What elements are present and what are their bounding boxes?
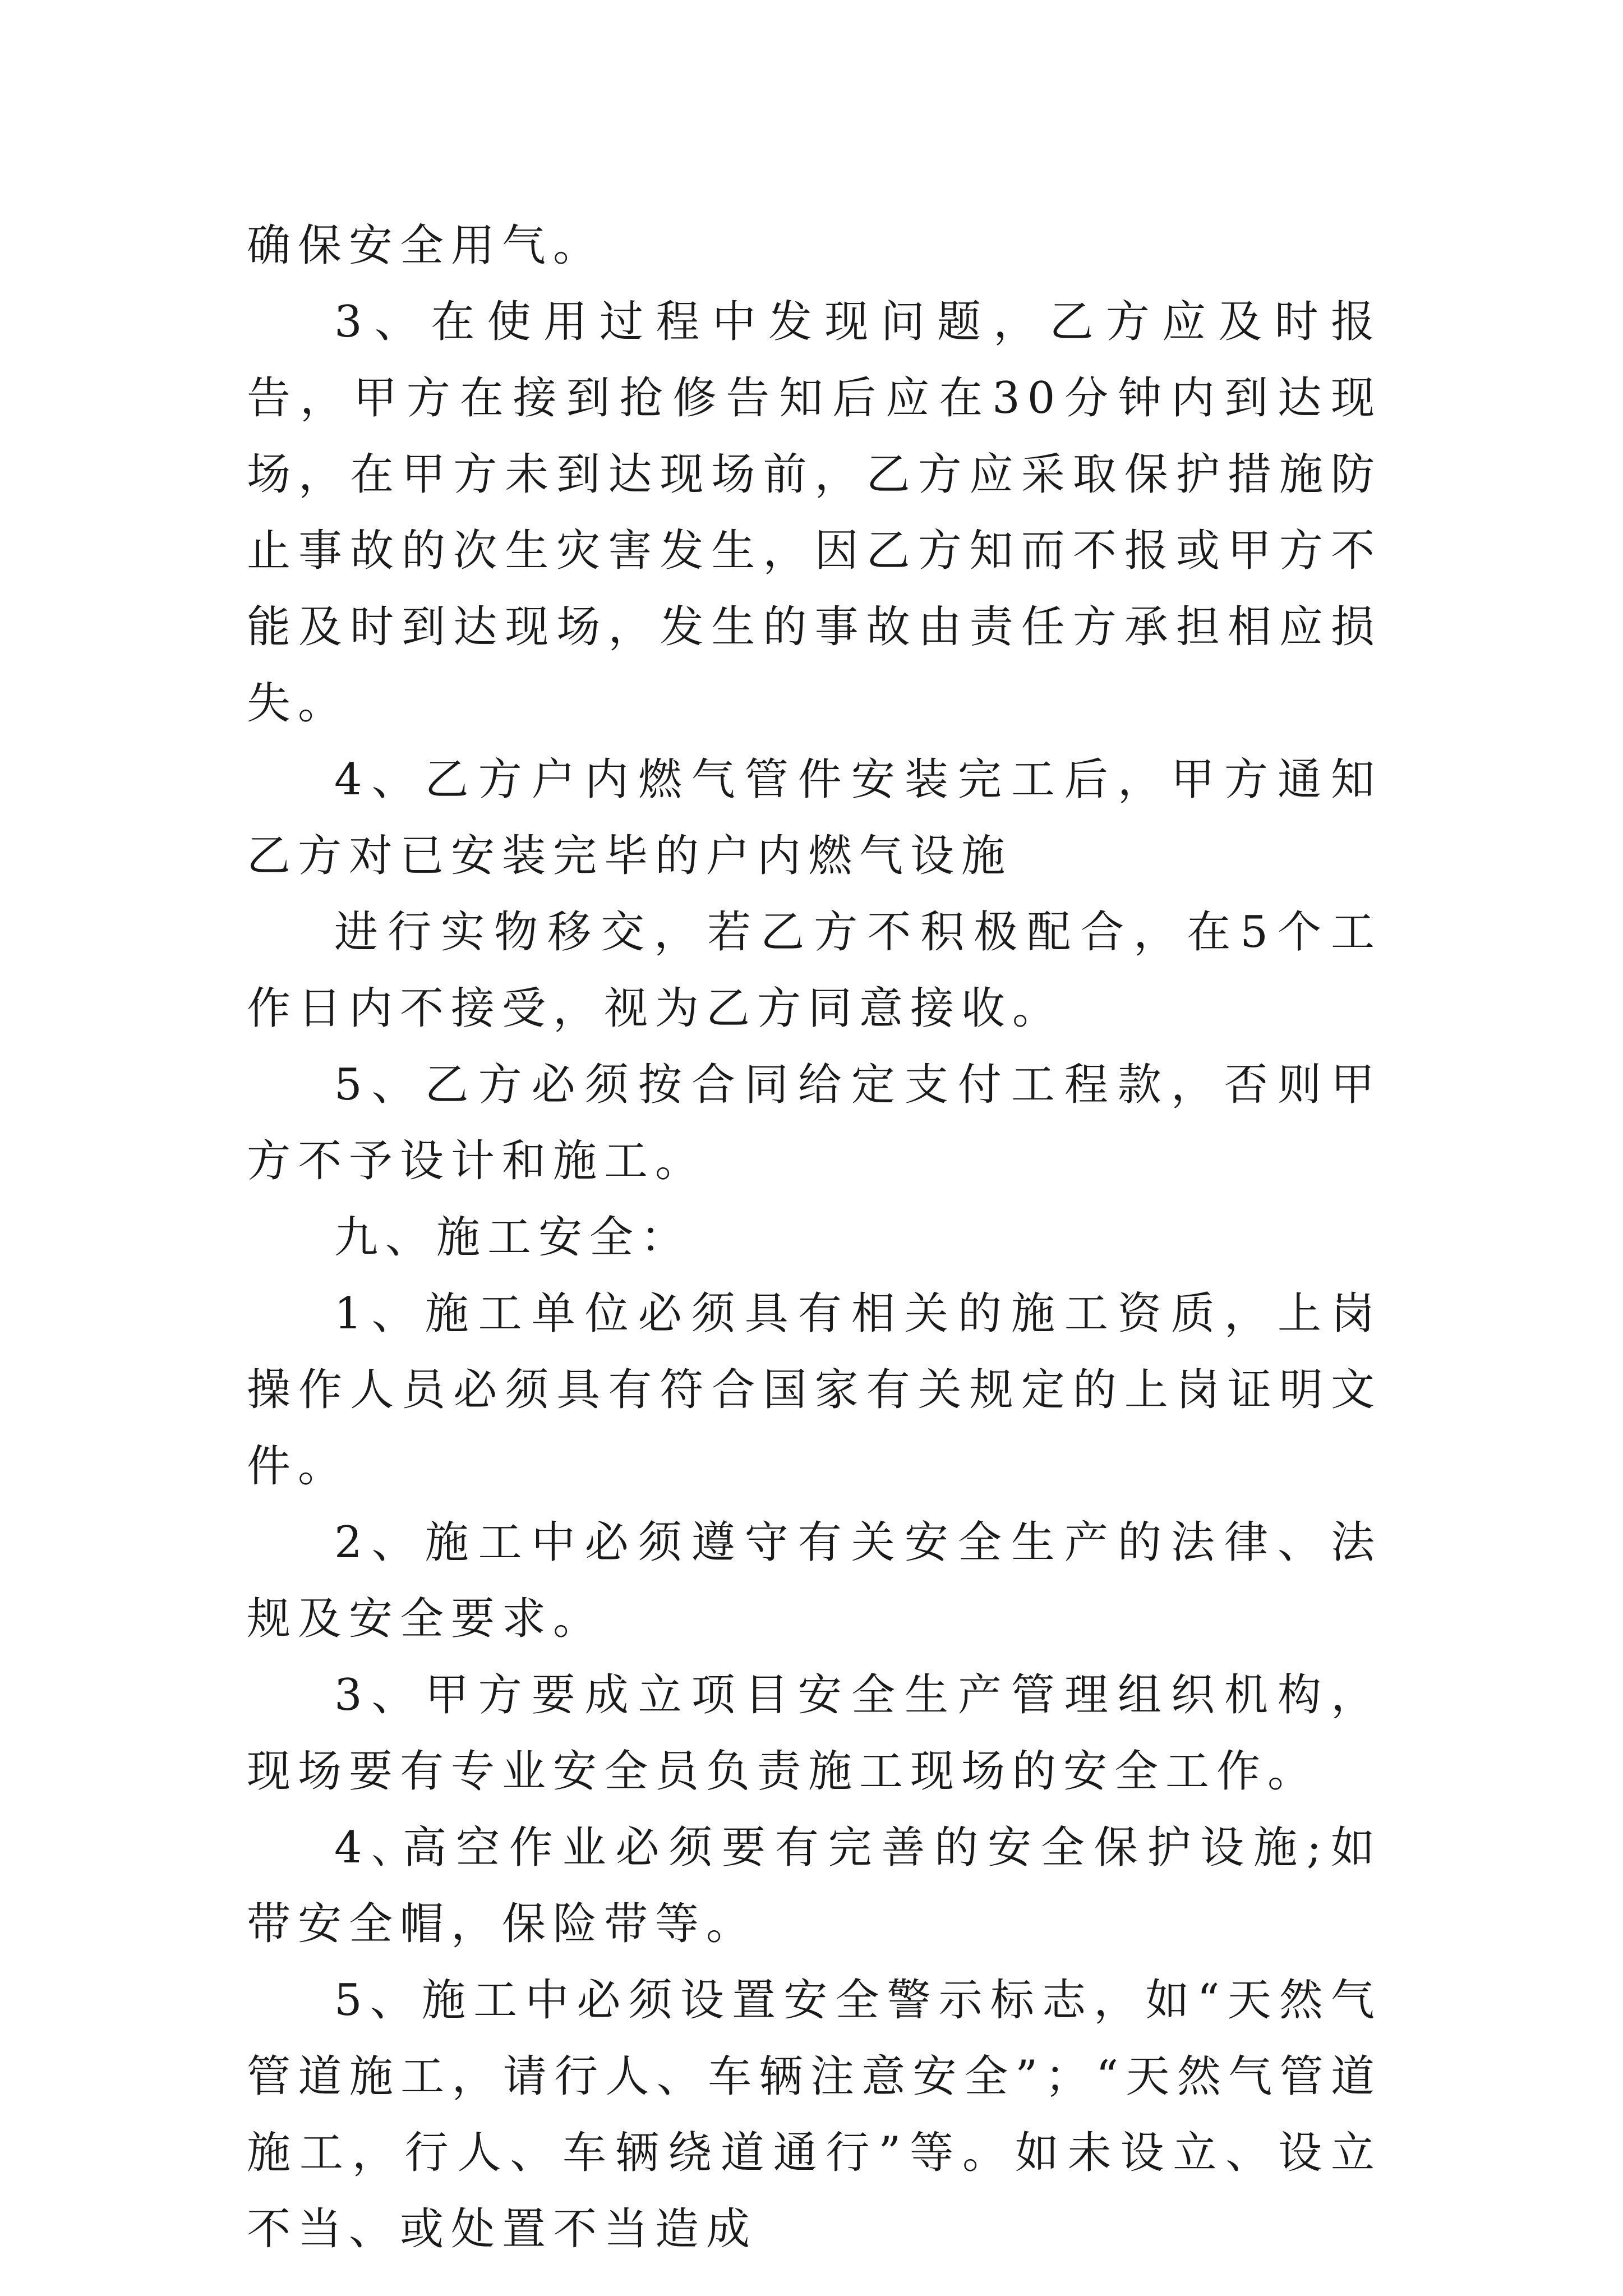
section-heading-construction-safety: 九、施工安全： [334,1212,692,1263]
paragraph-handover: 进行实物移交，若乙方不积极配合，在5个工作日内不接受，视为乙方同意接收。 [247,907,1382,1034]
paragraph-safety-4: 4､高空作业必须要有完善的安全保护设施;如带安全帽，保险带等。 [247,1823,1382,1949]
paragraph-continuation: 确保安全用气。 [247,220,605,271]
paragraph-item-4-installation: 4、乙方户内燃气管件安装完工后，甲方通知乙方对已安装完毕的户内燃气设施 [247,754,1382,881]
paragraph-safety-1: 1、施工单位必须具有相关的施工资质，上岗操作人员必须具有符合国家有关规定的上岗证明文件。 [247,1289,1382,1492]
paragraph-item-3-repair: 3、在使用过程中发现问题，乙方应及时报告，甲方在接到抢修告知后应在30分钟内到达现场，在甲方未到达现场前，乙方应采取保护措施防止事故的次生灾害发生，因乙方知而不报或甲方不能及时到达现场，发生的事故由责任方承担相应损失。 [247,297,1382,729]
paragraph-item-5-payment: 5、乙方必须按合同给定支付工程款，否则甲方不予设计和施工。 [247,1060,1382,1186]
paragraph-safety-5: 5、施工中必须设置安全警示标志，如“天然气管道施工，请行人、车辆注意安全”；“天然气管道施工，行人、车辆绕道通行”等。如未设立、设立不当、或处置不当造成 [247,1975,1382,2254]
paragraph-safety-2: 2、施工中必须遵守有关安全生产的法律、法规及安全要求。 [247,1517,1382,1644]
document-body [247,208,1382,2267]
paragraph-safety-3: 3、甲方要成立项目安全生产管理组织机构，现场要有专业安全员负责施工现场的安全工作。 [247,1670,1382,1797]
